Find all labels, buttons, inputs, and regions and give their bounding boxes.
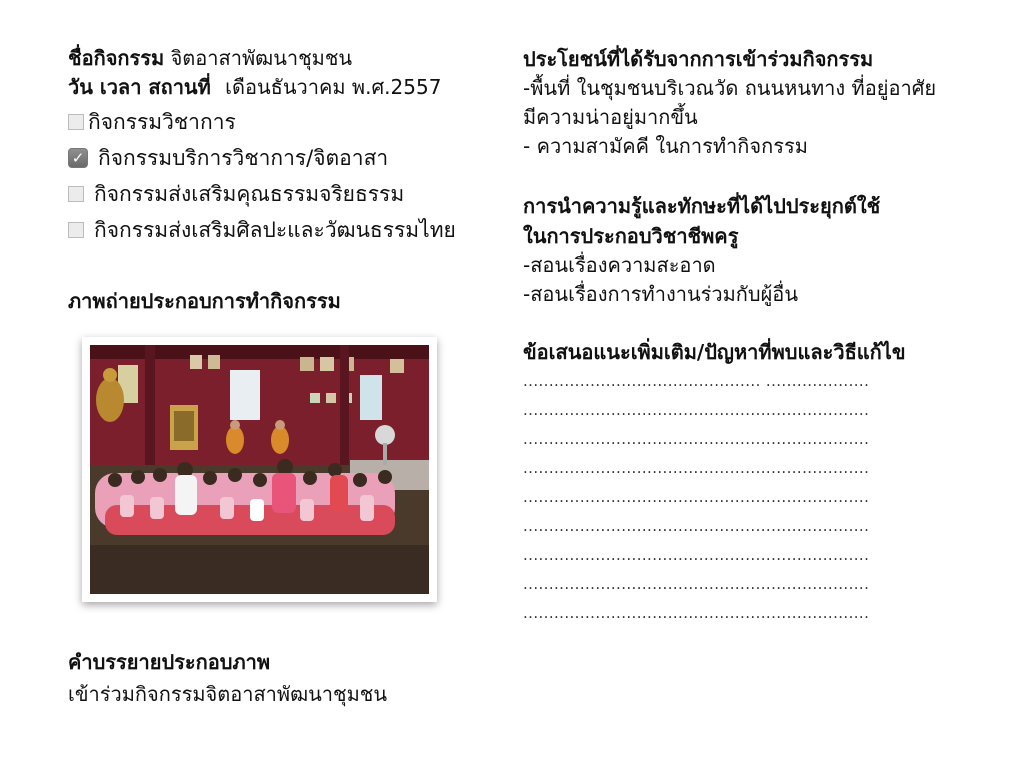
benefits-line: - ความสามัคคี ในการทำกิจกรรม [523,134,808,158]
dotted-line: ................................................................... [523,546,870,564]
left-column [68,44,518,316]
application-title-line1: การนำความรู้และทักษะที่ได้ไปประยุกต์ใช้ [523,194,881,218]
application-title-line2: ในการประกอบวิชาชีพครู [523,224,739,248]
caption-title: คำบรรยายประกอบภาพ [68,650,271,674]
photo-section-title: ภาพถ่ายประกอบการทำกิจกรรม [68,289,341,313]
dotted-line: .............................................. .................... [523,372,870,390]
right-column [523,44,993,628]
benefits-title: ประโยชน์ที่ได้รับจากการเข้าร่วมกิจกรรม [523,47,874,71]
activity-name-row [68,44,518,73]
activity-name-label: ชื่อกิจกรรม [68,46,165,70]
benefits-line: -พื้นที่ ในชุมชนบริเวณวัด ถนนหนทาง ที่อยู่อาศัย [523,76,937,100]
dotted-line: ................................................................... [523,517,870,535]
application-line: -สอนเรื่องการทำงานร่วมกับผู้อื่น [523,282,798,306]
caption-text: เข้าร่วมกิจกรรมจิตอาสาพัฒนาชุมชน [68,682,388,706]
checkbox-unchecked-icon[interactable] [68,114,84,130]
activity-when-row [68,73,518,102]
benefits-line: มีความน่าอยู่มากขึ้น [523,105,698,129]
checkbox-unchecked-icon[interactable] [68,186,84,202]
category-item-academic[interactable] [68,104,518,140]
application-line: -สอนเรื่องความสะอาด [523,253,716,277]
activity-when-value: เดือนธันวาคม พ.ศ.2557 [225,75,442,99]
dotted-line: ................................................................... [523,430,870,448]
category-item-ethics[interactable] [68,176,518,212]
category-label: กิจกรรมส่งเสริมคุณธรรมจริยธรรม [94,181,405,206]
dotted-line: ................................................................... [523,401,870,419]
suggestions-blank-lines [523,367,993,628]
activity-name-value: จิตอาสาพัฒนาชุมชน [170,46,353,70]
category-item-volunteer[interactable] [68,140,518,176]
dotted-line: ................................................................... [523,604,870,622]
category-label: กิจกรรมวิชาการ [88,109,236,134]
category-label: กิจกรรมบริการวิชาการ/จิตอาสา [98,145,389,170]
category-item-arts-culture[interactable] [68,212,518,248]
dotted-line: ................................................................... [523,488,870,506]
activity-photo [90,345,429,594]
checkbox-unchecked-icon[interactable] [68,222,84,238]
activity-when-label: วัน เวลา สถานที่ [68,75,211,99]
activity-photo-frame [82,337,437,602]
suggestions-title: ข้อเสนอแนะเพิ่มเติม/ปัญหาที่พบและวิธีแก้ไข [523,340,906,364]
category-label: กิจกรรมส่งเสริมศิลปะและวัฒนธรรมไทย [94,217,456,242]
dotted-line: ................................................................... [523,575,870,593]
checkbox-checked-icon[interactable]: ✓ [68,148,88,168]
category-checklist [68,104,518,248]
dotted-line: ................................................................... [523,459,870,477]
